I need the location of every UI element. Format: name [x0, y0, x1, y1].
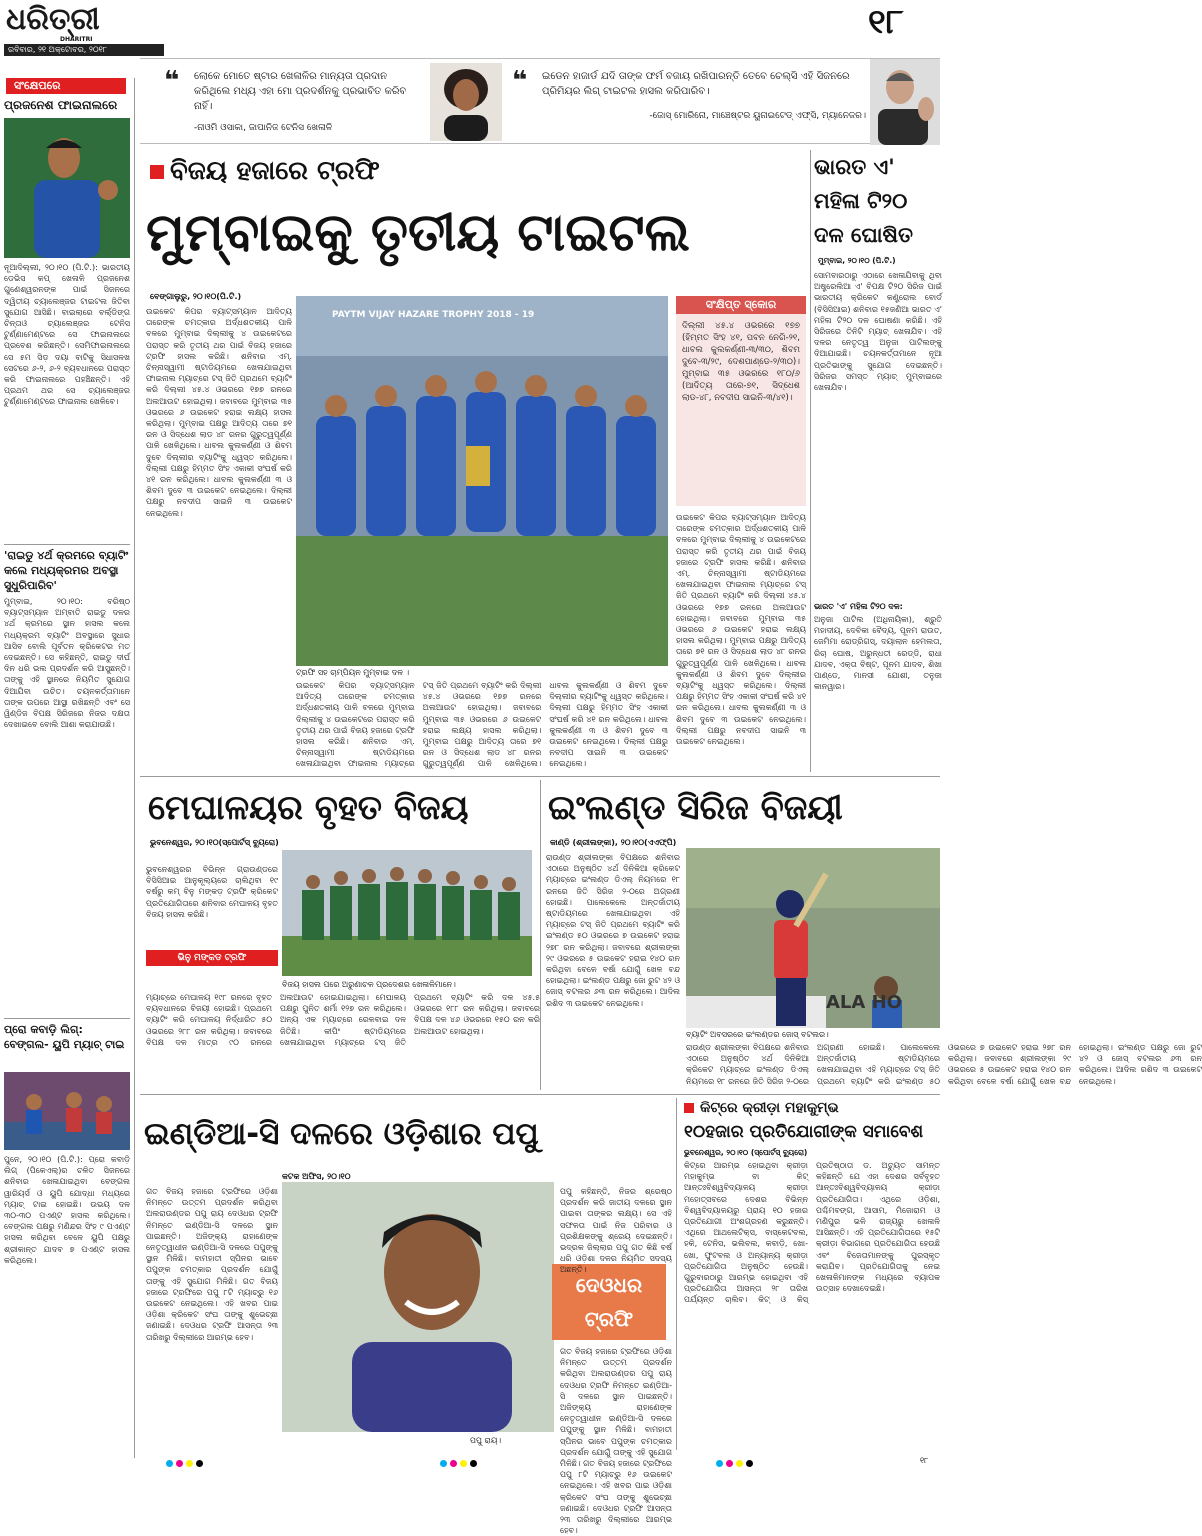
kiit-kicker: କିଟ୍‌ରେ କ୍ରୀଡ଼ା ମହାକୁମ୍ଭ	[684, 1100, 839, 1116]
prajnesh-photo	[4, 118, 130, 258]
sidebar-story1-head: ପ୍ରଜନେଶ ଫାଇନାଲରେ	[4, 98, 118, 112]
sidebar-divider	[4, 544, 130, 545]
lead-body-right: ଉଇକେଟ କିପର ବ୍ୟାଟ୍ସମ୍ୟାନ ଆଦିତ୍ୟ ତାରେଙ୍କ ଚମତ୍କାର ଅର୍ଦ୍ଧଶତକୀୟ ପାଳି ବଳରେ ମୁମ୍ବାଇ ଦିଲ୍ଲୀକୁ ୪ ଉଇକେଟରେ ପରାସ୍ତ କରି ତୃତୀୟ ଥର ପାଇଁ ବିଜୟ ହଜାରେ ଟ୍ରଫି ହାସଲ କରିଛି। ଶନିବାର ଏମ୍. ଚିନ୍ନାସ୍ୱାମୀ ଷ୍ଟାଡିୟମରେ ଖେଳାଯାଇଥିବା ଫାଇନାଲ ମ୍ୟାଚ୍‌ରେ ଟସ୍ ଜିତି ପ୍ରଥମେ ବ୍ୟାଟିଂ କରି ଦିଲ୍ଲୀ ୪୫.୪ ଓଭରରେ ୧୭୭ ରନରେ ଅଲଆଉଟ ହୋଇଥିଲା। ଜବାବରେ ମୁମ୍ବାଇ ୩୫ ଓଭରରେ ୬ ଉଇକେଟ ହରାଇ ଲକ୍ଷ୍ୟ ହାସଲ କରିଥିଲା। ମୁମ୍ବାଇ ପକ୍ଷରୁ ଆଦିତ୍ୟ ତାରେ ୭୧ ରନ ଓ ସିଦ୍ଧେଶ ଲାଡ ୪୮ ରନର ଗୁରୁତ୍ୱପୂର୍ଣ୍ଣ ପାଳି ଖେଳିଥିଲେ। ଧାବଲ କୁଲକର୍ଣ୍ଣୀ ଓ ଶିବମ ଦୁବେ ଦିଲ୍ଲୀର ବ୍ୟାଟିଂକୁ ଧ୍ୱସ୍ତ କରିଥିଲେ। ଦିଲ୍ଲୀ ପକ୍ଷରୁ ହିମ୍ମତ ସିଂହ ଏକାକୀ ସଂଘର୍ଷ କରି ୪୧ ରନ କରିଥିଲେ। ଧାବଲ କୁଲକର୍ଣ୍ଣୀ ୩ ଓ ଶିବମ ଦୁବେ ୩ ଉଇକେଟ ନେଇଥିଲେ। ଦିଲ୍ଲୀ ପକ୍ଷରୁ ନବଦୀପ ସାଇନି ୩ ଉଇକେଟ ନେଇଥିଲେ।	[676, 513, 806, 747]
logo: ଧରିତ୍ରୀ	[6, 2, 100, 37]
sidebar-column-rule	[134, 78, 135, 1458]
england-photo-caption: ବ୍ୟାଟିଂ ଅବସରରେ ଇଂଲଣ୍ଡର ଜୋସ୍ ବଟଲର।	[686, 1030, 829, 1039]
ad-board-text: ALA HO	[826, 992, 902, 1013]
quote-1-author: -ନାଓମି ଓସାକା, ଜାପାନିଜ ଟେନିସ ଖେଳାଳି	[194, 123, 333, 133]
papu-tag-box: ଦେଓଧର ଟ୍ରଫି	[552, 1264, 666, 1340]
footer-bar	[0, 1456, 945, 1472]
sidebar-story3-body: ପୁନେ, ୨୦।୧୦ (ପି.ଟି.): ପ୍ରୋ କବାଡ଼ି ଲିଗ୍ (ପିକେଏଲ୍)ର ଚଳିତ ସିଜନରେ ଶନିବାର ଖେଳାଯାଇଥିବା ବେଙ୍ଗଲ ୱାରିୟର୍ସ ଓ ୟୁପି ଯୋଦ୍ଧା ମଧ୍ୟରେ ମ୍ୟାଚ୍ ଟାଇ ହୋଇଛି। ଉଭୟ ଦଳ ୩୦-୩୦ ପଏଣ୍ଟ ହାସଲ କରିଥିଲେ। ବେଙ୍ଗଲ ପକ୍ଷରୁ ମଣିନ୍ଦର ସିଂହ ୯ ପଏଣ୍ଟ ହାସଲ କରିଥିବା ବେଳେ ୟୁପି ପକ୍ଷରୁ ଶ୍ରୀକାନ୍ତ ଯାଦବ ୭ ପଏଣ୍ଟ ହାସଲ କରିଥିଲେ।	[4, 1155, 130, 1265]
england-dateline: କାଣ୍ଡି (ଶ୍ରୀଲଙ୍କା), ୨୦।୧୦(ଏଏଫ୍‌ପି)	[550, 838, 677, 847]
sidebar-story3-head: ପ୍ରୋ କବାଡ଼ି ଲିଗ୍: ବେଙ୍ଗଲ- ୟୁପି ମ୍ୟାଚ୍ ଟାଇ	[4, 1023, 125, 1051]
scorebox-body: ଦିଲ୍ଲୀ ୪୫.୪ ଓଭରରେ ୧୭୭ (ହିମ୍ମତ ସିଂହ ୪୧, ପବନ ନେଗି-୨୧, ଧାବଲ କୁଲକର୍ଣ୍ଣୀ-୩/୩୦, ଶିବମ ଦୁବେ-୩/୨୯, ଦେଶପାଣ୍ଡେ-୨/୩୦)। ମୁମ୍ବାଇ ୩୫ ଓଭରରେ ୧୮୦/୬ (ଆଦିତ୍ୟ ତାରେ-୭୧, ସିଦ୍ଧେଶ ଲାଡ-୪୮, ନବଦୀପ ସାଇନି-୩/୪୧)।	[682, 321, 800, 403]
lead-kicker: ବିଜୟ ହଜାରେ ଟ୍ରଫି	[150, 156, 380, 187]
meghalaya-body: ମ୍ୟାଚ୍‌ରେ ମେଘାଳୟ ୧୯୮ ରନରେ ବୃହତ ବ୍ୟବଧାନରେ ବିଜୟୀ ହୋଇଛି। ପ୍ରଥମେ ବ୍ୟାଟିଂ କରି ମେଘାଳୟ ନିର୍ଦ୍ଧାରିତ ୫୦ ଓଭରରେ ୨୮୮ ରନ କରିଥିଲା। ଜବାବରେ ବିପକ୍ଷ ଦଳ ମାତ୍ର ୯୦ ରନରେ ଅଲଆଉଟ ହୋଇଯାଇଥିଲା। ମେଘାଳୟ ପକ୍ଷରୁ ପୁନିତ ଶର୍ମା ୧୨୭ ରନ କରିଥିଲେ। ଅନ୍ୟ ଏକ ମ୍ୟାଚ୍‌ରେ ରେଳବାଇ ଦଳ ଜିତିଛି। କୀପିଂ ଷ୍ଟାଡିୟମରେ ଖେଳାଯାଇଥିବା ମ୍ୟାଚ୍‌ରେ ଟସ୍ ଜିତି ପ୍ରଥମେ ବ୍ୟାଟିଂ କରି ଦଳ ୪୫.୫ ଓଭରରେ ୧୮୮ ରନ କରିଥିଲା। ଜବାବରେ ବିପକ୍ଷ ଦଳ ୪୬ ଓଭରରେ ୧୫୦ ରନ କରି ଅଲଆଉଟ ହୋଇଥିଲା।	[146, 993, 540, 1047]
lead-body-bottom: ଉଇକେଟ କିପର ବ୍ୟାଟ୍ସମ୍ୟାନ ଆଦିତ୍ୟ ତାରେଙ୍କ ଚମତ୍କାର ଅର୍ଦ୍ଧଶତକୀୟ ପାଳି ବଳରେ ମୁମ୍ବାଇ ଦିଲ୍ଲୀକୁ ୪ ଉଇକେଟରେ ପରାସ୍ତ କରି ତୃତୀୟ ଥର ପାଇଁ ବିଜୟ ହଜାରେ ଟ୍ରଫି ହାସଲ କରିଛି। ଶନିବାର ଏମ୍. ଚିନ୍ନାସ୍ୱାମୀ ଷ୍ଟାଡିୟମରେ ଖେଳାଯାଇଥିବା ଫାଇନାଲ ମ୍ୟାଚ୍‌ରେ ଟସ୍ ଜିତି ପ୍ରଥମେ ବ୍ୟାଟିଂ କରି ଦିଲ୍ଲୀ ୪୫.୪ ଓଭରରେ ୧୭୭ ରନରେ ଅଲଆଉଟ ହୋଇଥିଲା। ଜବାବରେ ମୁମ୍ବାଇ ୩୫ ଓଭରରେ ୬ ଉଇକେଟ ହରାଇ ଲକ୍ଷ୍ୟ ହାସଲ କରିଥିଲା। ମୁମ୍ବାଇ ପକ୍ଷରୁ ଆଦିତ୍ୟ ତାରେ ୭୧ ରନ ଓ ସିଦ୍ଧେଶ ଲାଡ ୪୮ ରନର ଗୁରୁତ୍ୱପୂର୍ଣ୍ଣ ପାଳି ଖେଳିଥିଲେ। ଧାବଲ କୁଲକର୍ଣ୍ଣୀ ଓ ଶିବମ ଦୁବେ ଦିଲ୍ଲୀର ବ୍ୟାଟିଂକୁ ଧ୍ୱସ୍ତ କରିଥିଲେ। ଦିଲ୍ଲୀ ପକ୍ଷରୁ ହିମ୍ମତ ସିଂହ ଏକାକୀ ସଂଘର୍ଷ କରି ୪୧ ରନ କରିଥିଲେ। ଧାବଲ କୁଲକର୍ଣ୍ଣୀ ୩ ଓ ଶିବମ ଦୁବେ ୩ ଉଇକେଟ ନେଇଥିଲେ। ଦିଲ୍ଲୀ ପକ୍ଷରୁ ନବଦୀପ ସାଇନି ୩ ଉଇକେଟ ନେଇଥିଲେ।	[296, 681, 668, 769]
mumbai-team-photo	[296, 296, 668, 666]
scorebox-title: ସଂକ୍ଷିପ୍ତ ସ୍କୋର	[676, 296, 806, 314]
sidebar-story1-body: ନୂଆଦିଲ୍ଲୀ, ୨୦।୧୦ (ପି.ଟି.): ଭାରତୀୟ ଡେଭିସ କପ୍ ଖେଳାଳି ପ୍ରଜନେଶ ଗୁଣେଶ୍ୱରନଙ୍କ ପାଇଁ ସିଜନରେ ଦ୍ୱିତୀୟ ଚ୍ୟାଲେଞ୍ଜର ଟାଇଟଲ ଜିତିବା ସୁଯୋଗ ଆସିଛି। ବାଇଲାରେ ବର୍ଲ୍ଡିଙ୍ଗ ଚିନ୍ତାଓ ଚ୍ୟାଲେଞ୍ଜର ଟେନିସ ଟୁର୍ଣ୍ଣାମେଣ୍ଟରେ ସେ ଫାଇନାଲରେ ପ୍ରବେଶ କରିଛନ୍ତି। ସେମିଫାଇନାଲରେ ସେ ୫ମ ସିଡ଼ ଦୟା ବାଟିକୁ ସିଧାସଳଖ ସେଟରେ ୬-୨, ୬-୨ ବ୍ୟବଧାନରେ ପରାସ୍ତ କରି ଫାଇନାଲରେ ପହଞ୍ଚିଛନ୍ତି। ଏହି ପ୍ରଥମ ଥର ସେ ଚ୍ୟାଲେଞ୍ଜର ଟୁର୍ଣ୍ଣାମେଣ୍ଟରେ ଫାଇନାଲ ଖେଳିବେ।	[4, 263, 130, 407]
women-t20-dateline: ମୁମ୍ବାଇ, ୨୦।୧୦ (ପି.ଟି.)	[818, 256, 896, 265]
osaka-photo	[430, 63, 502, 141]
registration-marks	[166, 1460, 206, 1468]
sidebar-tag: ସଂକ୍ଷେପରେ	[6, 78, 126, 94]
masthead	[0, 0, 945, 58]
lead-headline: ମୁମ୍ବାଇକୁ ତୃତୀୟ ଟାଇଟଲ	[146, 203, 690, 263]
column-rule	[676, 1098, 677, 1450]
women-t20-body: ସୋମବାରଠାରୁ ଏଠାରେ ଖେଳାଯିବାକୁ ଥିବା ଅଷ୍ଟ୍ରେଲିଆ ଏ' ବିପକ୍ଷ ଟି୨୦ ସିରିଜ ପାଇଁ ଭାରତୀୟ କ୍ରିକେଟ କଣ୍ଟ୍ରୋଲ ବୋର୍ଡ (ବିସିସିଆଇ) ଶନିବାର ୧୫ଜଣିଆ ଭାରତ ଏ' ମହିଳା ଟି୨୦ ଦଳ ଘୋଷଣା କରିଛି। ଏହି ସିରିଜରେ ତିନିଟି ମ୍ୟାଚ୍ ଖେଳାଯିବ। ଏହି ଦଳର ନେତୃତ୍ୱ ଅନୁଜା ପାଟିଲଙ୍କୁ ଦିଆଯାଇଛି। ଚୟନକର୍ତ୍ତାମାନେ ନୂଆ ପ୍ରତିଭାଙ୍କୁ ସୁଯୋଗ ଦେଇଛନ୍ତି। ସିରିଜର ସମସ୍ତ ମ୍ୟାଚ୍ ମୁମ୍ବାଇରେ ଖେଳାଯିବ।	[814, 271, 942, 393]
kabaddi-photo	[4, 1072, 130, 1150]
papu-headline: ଇଣ୍ଡିଆ-ସି ଦଳରେ ଓଡ଼ିଶାର ପପୁ	[144, 1116, 539, 1152]
kiit-dateline: ଭୁବନେଶ୍ୱର, ୨୦।୧୦ (ସ୍ପୋର୍ଟସ୍ ବ୍ୟୁରୋ)	[684, 1148, 808, 1157]
sidebar-divider	[4, 1018, 130, 1019]
arunachal-team-photo	[282, 850, 532, 976]
column-rule	[540, 780, 541, 1090]
quote-1-text: ଲୋକେ ମୋତେ ଷ୍ଟାର ଖେଳାଳିର ମାନ୍ୟତା ପ୍ରଦାନ କରିଥିଲେ ମଧ୍ୟ ଏହା ମୋ ପ୍ରଦର୍ଶନକୁ ପ୍ରଭାବିତ କରିବ ନାହିଁ।	[194, 71, 407, 112]
meghalaya-photo-caption: ବିଜୟ ହାସଲ ପରେ ଅରୁଣାଚଳ ପ୍ରଦେଶର ଖେଳାଳିମାନେ।	[282, 980, 456, 989]
scorebox	[676, 296, 806, 506]
section-rule	[140, 1094, 940, 1095]
women-t20-squad-label: ଭାରତ 'ଏ' ମହିଳା ଟି୨୦ ଦଳ:	[814, 602, 903, 611]
england-body: ରାଉଣ୍ଡ ଶ୍ରୀଲଙ୍କା ବିପକ୍ଷରେ ଶନିବାର ଏଠାରେ ଅନୁଷ୍ଠିତ ୪ର୍ଥ ଦିନିକିଆ କ୍ରିକେଟ ମ୍ୟାଚ୍‌ରେ ଇଂଲଣ୍ଡ ଡିଏଲ୍ ନିୟମରେ ୧୮ ରନରେ ଜିତି ସିରିଜ ୨-୦ରେ ଅଗ୍ରଣୀ ହୋଇଛି। ପାଲେକେଲେ ଅନ୍ତର୍ଜାତୀୟ ଷ୍ଟାଡିୟମରେ ଖେଳାଯାଇଥିବା ଏହି ମ୍ୟାଚ୍‌ରେ ଟସ୍ ଜିତି ପ୍ରଥମେ ବ୍ୟାଟିଂ କରି ଇଂଲଣ୍ଡ ୫୦ ଓଭରରେ ୭ ଉଇକେଟ ହରାଇ ୨୭୮ ରନ କରିଥିଲା। ଜବାବରେ ଶ୍ରୀଲଙ୍କା ୨୯ ଓଭରରେ ୫ ଉଇକେଟ ହରାଇ ୧୪୦ ରନ କରିଥିବା ବେଳେ ବର୍ଷା ଯୋଗୁଁ ଖେଳ ବନ୍ଦ ହୋଇଥିଲା। ଇଂଲଣ୍ଡ ପକ୍ଷରୁ ଜୋ ରୁଟ ୪୨ ଓ ଜୋସ୍ ବଟଲର ୬୩ ରନ କରିଥିଲେ। ଆଦିଲ ରଶିଦ ୩ ଉଇକେଟ ନେଇଥିଲେ।	[546, 853, 680, 1008]
england-headline: ଇଂଲଣ୍ଡ ସିରିଜ ବିଜୟୀ	[548, 788, 843, 828]
kicker-square-icon	[684, 1103, 694, 1113]
quote-mark-icon: ❝	[512, 66, 528, 96]
mourinho-photo	[870, 59, 940, 145]
papu-body: ଗତ ବିଜୟ ହଜାରେ ଟ୍ରଫିରେ ଓଡ଼ିଶା ନିମନ୍ତେ ଉତ୍ତମ ପ୍ରଦର୍ଶନ କରିଥିବା ଅଲରାଉଣ୍ଡର ପପୁ ରାୟ ଦେଓଧର ଟ୍ରଫି ନିମନ୍ତେ ଇଣ୍ଡିଆ-ସି ଦଳରେ ସ୍ଥାନ ପାଇଛନ୍ତି। ଅଜିଙ୍କ୍ୟ ରାହାଣେଙ୍କ ନେତୃତ୍ୱାଧୀନ ଇଣ୍ଡିଆ-ସି ଦଳରେ ପପୁଙ୍କୁ ସ୍ଥାନ ମିଳିଛି। ବାମହାତୀ ସ୍ପିନର ଭାବେ ପପୁଙ୍କ ଚମତ୍କାର ପ୍ରଦର୍ଶନ ଯୋଗୁଁ ତାଙ୍କୁ ଏହି ସୁଯୋଗ ମିଳିଛି। ଗତ ବିଜୟ ହଜାରେ ଟ୍ରଫିରେ ପପୁ ୮ଟି ମ୍ୟାଚ୍‌ରୁ ୧୬ ଉଇକେଟ ନେଇଥିଲେ। ଏହି ଖବର ପାଇ ଓଡ଼ିଶା କ୍ରିକେଟ ସଂଘ ତାଙ୍କୁ ଶୁଭେଚ୍ଛା ଜଣାଇଛି। ଦେଓଧର ଟ୍ରଫି ଆସନ୍ତା ୨୩ ତାରିଖରୁ ଦିଲ୍ଲୀରେ ଆରମ୍ଭ ହେବ।	[146, 1187, 278, 1342]
england-body-bottom: ରାଉଣ୍ଡ ଶ୍ରୀଲଙ୍କା ବିପକ୍ଷରେ ଶନିବାର ଏଠାରେ ଅନୁଷ୍ଠିତ ୪ର୍ଥ ଦିନିକିଆ କ୍ରିକେଟ ମ୍ୟାଚ୍‌ରେ ଇଂଲଣ୍ଡ ଡିଏଲ୍ ନିୟମରେ ୧୮ ରନରେ ଜିତି ସିରିଜ ୨-୦ରେ ଅଗ୍ରଣୀ ହୋଇଛି। ପାଲେକେଲେ ଅନ୍ତର୍ଜାତୀୟ ଷ୍ଟାଡିୟମରେ ଖେଳାଯାଇଥିବା ଏହି ମ୍ୟାଚ୍‌ରେ ଟସ୍ ଜିତି ପ୍ରଥମେ ବ୍ୟାଟିଂ କରି ଇଂଲଣ୍ଡ ୫୦ ଓଭରରେ ୭ ଉଇକେଟ ହରାଇ ୨୭୮ ରନ କରିଥିଲା। ଜବାବରେ ଶ୍ରୀଲଙ୍କା ୨୯ ଓଭରରେ ୫ ଉଇକେଟ ହରାଇ ୧୪୦ ରନ କରିଥିବା ବେଳେ ବର୍ଷା ଯୋଗୁଁ ଖେଳ ବନ୍ଦ ହୋଇଥିଲା। ଇଂଲଣ୍ଡ ପକ୍ଷରୁ ଜୋ ରୁଟ ୪୨ ଓ ଜୋସ୍ ବଟଲର ୬୩ ରନ କରିଥିଲେ। ଆଦିଲ ରଶିଦ ୩ ଉଇକେଟ ନେଇଥିଲେ।	[686, 1043, 1202, 1086]
column-rule	[810, 150, 811, 772]
papu-right-body-lower: ଗତ ବିଜୟ ହଜାରେ ଟ୍ରଫିରେ ଓଡ଼ିଶା ନିମନ୍ତେ ଉତ୍ତମ ପ୍ରଦର୍ଶନ କରିଥିବା ଅଲରାଉଣ୍ଡର ପପୁ ରାୟ ଦେଓଧର ଟ୍ରଫି ନିମନ୍ତେ ଇଣ୍ଡିଆ-ସି ଦଳରେ ସ୍ଥାନ ପାଇଛନ୍ତି। ଅଜିଙ୍କ୍ୟ ରାହାଣେଙ୍କ ନେତୃତ୍ୱାଧୀନ ଇଣ୍ଡିଆ-ସି ଦଳରେ ପପୁଙ୍କୁ ସ୍ଥାନ ମିଳିଛି। ବାମହାତୀ ସ୍ପିନର ଭାବେ ପପୁଙ୍କ ଚମତ୍କାର ପ୍ରଦର୍ଶନ ଯୋଗୁଁ ତାଙ୍କୁ ଏହି ସୁଯୋଗ ମିଳିଛି। ଗତ ବିଜୟ ହଜାରେ ଟ୍ରଫିରେ ପପୁ ୮ଟି ମ୍ୟାଚ୍‌ରୁ ୧୬ ଉଇକେଟ ନେଇଥିଲେ। ଏହି ଖବର ପାଇ ଓଡ଼ିଶା କ୍ରିକେଟ ସଂଘ ତାଙ୍କୁ ଶୁଭେଚ୍ଛା ଜଣାଇଛି। ଦେଓଧର ଟ୍ରଫି ଆସନ୍ତା ୨୩ ତାରିଖରୁ ଦିଲ୍ଲୀରେ ଆରମ୍ଭ ହେବ।	[560, 1347, 672, 1536]
papu-photo	[282, 1182, 554, 1432]
lead-body-col1: ଉଇକେଟ କିପର ବ୍ୟାଟ୍ସମ୍ୟାନ ଆଦିତ୍ୟ ତାରେଙ୍କ ଚମତ୍କାର ଅର୍ଦ୍ଧଶତକୀୟ ପାଳି ବଳରେ ମୁମ୍ବାଇ ଦିଲ୍ଲୀକୁ ୪ ଉଇକେଟରେ ପରାସ୍ତ କରି ତୃତୀୟ ଥର ପାଇଁ ବିଜୟ ହଜାରେ ଟ୍ରଫି ହାସଲ କରିଛି। ଶନିବାର ଏମ୍. ଚିନ୍ନାସ୍ୱାମୀ ଷ୍ଟାଡିୟମରେ ଖେଳାଯାଇଥିବା ଫାଇନାଲ ମ୍ୟାଚ୍‌ରେ ଟସ୍ ଜିତି ପ୍ରଥମେ ବ୍ୟାଟିଂ କରି ଦିଲ୍ଲୀ ୪୫.୪ ଓଭରରେ ୧୭୭ ରନରେ ଅଲଆଉଟ ହୋଇଥିଲା। ଜବାବରେ ମୁମ୍ବାଇ ୩୫ ଓଭରରେ ୬ ଉଇକେଟ ହରାଇ ଲକ୍ଷ୍ୟ ହାସଲ କରିଥିଲା। ମୁମ୍ବାଇ ପକ୍ଷରୁ ଆଦିତ୍ୟ ତାରେ ୭୧ ରନ ଓ ସିଦ୍ଧେଶ ଲାଡ ୪୮ ରନର ଗୁରୁତ୍ୱପୂର୍ଣ୍ଣ ପାଳି ଖେଳିଥିଲେ। ଧାବଲ କୁଲକର୍ଣ୍ଣୀ ଓ ଶିବମ ଦୁବେ ଦିଲ୍ଲୀର ବ୍ୟାଟିଂକୁ ଧ୍ୱସ୍ତ କରିଥିଲେ। ଦିଲ୍ଲୀ ପକ୍ଷରୁ ହିମ୍ମତ ସିଂହ ଏକାକୀ ସଂଘର୍ଷ କରି ୪୧ ରନ କରିଥିଲେ। ଧାବଲ କୁଲକର୍ଣ୍ଣୀ ୩ ଓ ଶିବମ ଦୁବେ ୩ ଉଇକେଟ ନେଇଥିଲେ। ଦିଲ୍ଲୀ ପକ୍ଷରୁ ନବଦୀପ ସାଇନି ୩ ଉଇକେଟ ନେଇଥିଲେ।	[146, 307, 292, 518]
footer-page-marker: ୧୮	[920, 1456, 929, 1465]
kicker-square-icon	[150, 165, 164, 179]
meghalaya-dateline: ଭୁବନେଶ୍ୱର, ୨୦।୧୦(ସ୍ପୋର୍ଟସ୍ ବ୍ୟୁରୋ)	[150, 838, 279, 847]
quote-2-text: ଇଡେନ ହାଜାର୍ଡ ଯଦି ତାଙ୍କ ଫର୍ମ ବଜାୟ ରଖିପାରନ୍ତି ତେବେ ଚେଲ୍ସି ଏହି ସିଜନରେ ପ୍ରିମିୟର ଲିଗ୍ ଟାଇଟଲ ହାସଲ କରିପାରିବ।	[542, 71, 850, 97]
papu-dateline: କଟକ ଅଫିସ, ୨୦।୧୦	[282, 1172, 351, 1181]
page-number: ୧୮	[868, 2, 904, 42]
trophy-banner: PAYTM VIJAY HAZARE TROPHY 2018 - 19	[332, 310, 535, 320]
quote-mark-icon: ❝	[164, 66, 180, 96]
papu-right-body: ପପୁ କହିଛନ୍ତି, ନିଜର ଶ୍ରେଷ୍ଠ ପ୍ରଦର୍ଶନ କରି ଜାତୀୟ ଦଳରେ ସ୍ଥାନ ପାଇବା ତାଙ୍କର ଲକ୍ଷ୍ୟ। ସେ ଏହି ସଫଳତା ପାଇଁ ନିଜ ପରିବାର ଓ ପ୍ରଶିକ୍ଷକଙ୍କୁ ଶ୍ରେୟ ଦେଇଛନ୍ତି। ଭଦ୍ରକ ଜିଲ୍ଲାର ପପୁ ଗତ କିଛି ବର୍ଷ ଧରି ଓଡ଼ିଶା ଦଳର ନିୟମିତ ସଦସ୍ୟ ଅଛନ୍ତି।	[560, 1187, 672, 1275]
kiit-body: କିଟ୍‌ରେ ଆରମ୍ଭ ହୋଇଥିବା କ୍ରୀଡ଼ା ମହାକୁମ୍ଭ ବା କିଟ୍ ଆନ୍ତଃବିଶ୍ୱବିଦ୍ୟାଳୟ କ୍ରୀଡ଼ା ମହୋତ୍ସବରେ ଦେଶର ବିଭିନ୍ନ ବିଶ୍ୱବିଦ୍ୟାଳୟରୁ ପ୍ରାୟ ୧୦ ହଜାର ପ୍ରତିଯୋଗୀ ଅଂଶଗ୍ରହଣ କରୁଛନ୍ତି। ଏଥିରେ ଆଥଲେଟିକ୍ସ, ବାସ୍କେଟବଲ, ହକି, ଟେନିସ, ଭଲିବଲ, କବାଡ଼ି, ଖୋ-ଖୋ, ଫୁଟବଲ ଓ ଅନ୍ୟାନ୍ୟ କ୍ରୀଡ଼ା ପ୍ରତିଯୋଗିତା ଅନୁଷ୍ଠିତ ହେଉଛି। ଗୁରୁବାରଠାରୁ ଆରମ୍ଭ ହୋଇଥିବା ଏହି ପ୍ରତିଯୋଗିତା ଆସନ୍ତା ୨୮ ତାରିଖ ପର୍ଯ୍ୟନ୍ତ ଚାଲିବ। କିଟ୍ ଓ କିସ୍ ପ୍ରତିଷ୍ଠାତା ଡ. ଅଚ୍ୟୁତ ସାମନ୍ତ କହିଛନ୍ତି ଯେ ଏହା ଦେଶର ସର୍ବବୃହତ ଆନ୍ତଃବିଶ୍ୱବିଦ୍ୟାଳୟ କ୍ରୀଡ଼ା ପ୍ରତିଯୋଗିତା। ଏଥିରେ ଓଡ଼ିଶା, ପଶ୍ଚିମବଙ୍ଗ, ଆସାମ, ମିଜୋରାମ ଓ ମଣିପୁର ଭଳି ରାଜ୍ୟରୁ ଖେଳାଳି ଆସିଛନ୍ତି। ଏହି ପ୍ରତିଯୋଗିତାରେ ୧୫ଟି କ୍ରୀଡ଼ା ବିଭାଗରେ ପ୍ରତିଯୋଗିତା ହେଉଛି ଏବଂ ବିଜେତାମାନଙ୍କୁ ପୁରସ୍କୃତ କରାଯିବ। ପ୍ରତିଯୋଗିତାକୁ ନେଇ ଖେଳାଳିମାନଙ୍କ ମଧ୍ୟରେ ବ୍ୟାପକ ଉତ୍ସାହ ଦେଖାଦେଇଛି।	[684, 1161, 940, 1305]
lead-dateline: ବେଙ୍ଗାଲୁରୁ, ୨୦।୧୦(ପି.ଟି.)	[150, 292, 242, 301]
meghalaya-intro: ଭୁବନେଶ୍ୱରର ବିଭିନ୍ନ ଗ୍ରାଉଣ୍ଡରେ ବିସିସିଆଇ ଆନୁକୂଲ୍ୟରେ ଚାଲିଥିବା ୧୯ ବର୍ଷରୁ କମ୍ ବିନୁ ମଙ୍କଡ଼ ଟ୍ରଫି କ୍ରିକେଟ ପ୍ରତିଯୋଗିତାରେ ଶନିବାର ମେଘାଳୟ ବୃହତ ବିଜୟ ହାସଲ କରିଛି।	[146, 865, 278, 919]
women-t20-headline: ଭାରତ ଏ' ମହିଳା ଟି୨୦ ଦଳ ଘୋଷିତ	[814, 155, 913, 247]
quote-strip	[140, 58, 940, 144]
registration-marks	[716, 1460, 756, 1468]
butler-photo	[686, 848, 940, 1028]
women-t20-squad: ଅନୁଜା ପାଟିଲ (ଅଧିନାୟିକା), ଶ୍ରୁତି ମହାଦୀୟ, ଦେବିକା ବୈଦ୍ୟ, ପୂନମ ରାଉତ, ଜେମିମା ରୋଡ୍ରିଗସ୍, ଦୟାଲାନ ହେମଲତା, ରିଚା ଘୋଷ, ଅରୁନ୍ଧତୀ ରେଡ୍ଡି, ରାଧା ଯାଦବ, ଏକ୍ତା ବିଷ୍ଟ, ପୂନମ ଯାଦବ, ଶିଖା ପାଣ୍ଡେ, ମାନସୀ ଯୋଶୀ, ତନୁଜା କାନୱାର।	[814, 615, 942, 692]
logo-sub: DHARITRI	[60, 36, 93, 43]
meghalaya-headline: ମେଘାଳୟର ବୃହତ ବିଜୟ	[148, 788, 469, 828]
kiit-headline: ୧୦ହଜାର ପ୍ରତିଯୋଗୀଙ୍କ ସମାବେଶ	[684, 1122, 924, 1142]
lead-photo-caption: ଟ୍ରଫି ସହ ଚାମ୍ପିୟନ ମୁମ୍ବାଇ ଦଳ ।	[296, 668, 410, 677]
masthead-date: ରବିବାର, ୨୧ ଅକ୍ଟୋବର, ୨୦୧୮	[4, 44, 164, 56]
quote-2-author: -ଜୋସ୍ ମୋରିନୋ, ମାଞ୍ଚେଷ୍ଟର ୟୁନାଇଟେଡ୍ ଏଫ୍‌ସି, ମ୍ୟାନେଜର।	[649, 111, 866, 121]
sidebar-story2-body: ମୁମ୍ବାଇ, ୨୦।୧୦: ବରିଷ୍ଠ ବ୍ୟାଟ୍ସମ୍ୟାନ ଅମ୍ବାତି ରାଇଡୁ ଦଳର ୪ର୍ଥ କ୍ରମରେ ସ୍ଥାନ ହାସଲ କଲେ ମଧ୍ୟକ୍ରମ ବ୍ୟାଟିଂ ଅବସ୍ଥାରେ ସୁଧାର ଆସିବ ବୋଲି ପୂର୍ବତନ କ୍ରିକେଟର ମତ ଦେଇଛନ୍ତି। ସେ କହିଛନ୍ତି, ରାଇଡୁ ଦୀର୍ଘ ଦିନ ଧରି ଭଲ ପ୍ରଦର୍ଶନ କରି ଆସୁଛନ୍ତି। ତାଙ୍କୁ ଏହି ସ୍ଥାନରେ ନିୟମିତ ସୁଯୋଗ ଦିଆଯିବା ଉଚିତ। ଚୟନକର୍ତ୍ତାମାନେ ତାଙ୍କ ଉପରେ ଆସ୍ଥା ରଖିଛନ୍ତି ଏବଂ ସେ ୱିଣ୍ଡିଜ ବିପକ୍ଷ ସିରିଜରେ ନିଜର ଦକ୍ଷତା ଦେଖାଇବେ ବୋଲି ଆଶା କରାଯାଉଛି।	[4, 597, 130, 730]
sidebar-story2-head: 'ରାଇଡୁ ୪ର୍ଥ କ୍ରମରେ ବ୍ୟାଟିଂ କଲେ ମଧ୍ୟକ୍ରମର ଅବସ୍ଥା ସୁଧୁରିପାରିବ'	[4, 549, 129, 592]
section-rule	[140, 776, 940, 777]
meghalaya-subhead: ଭିନୁ ମଙ୍କଡ ଟ୍ରଫି	[146, 950, 278, 966]
papu-photo-caption: ପପୁ ରାୟ।	[470, 1436, 502, 1445]
registration-marks	[440, 1460, 480, 1468]
